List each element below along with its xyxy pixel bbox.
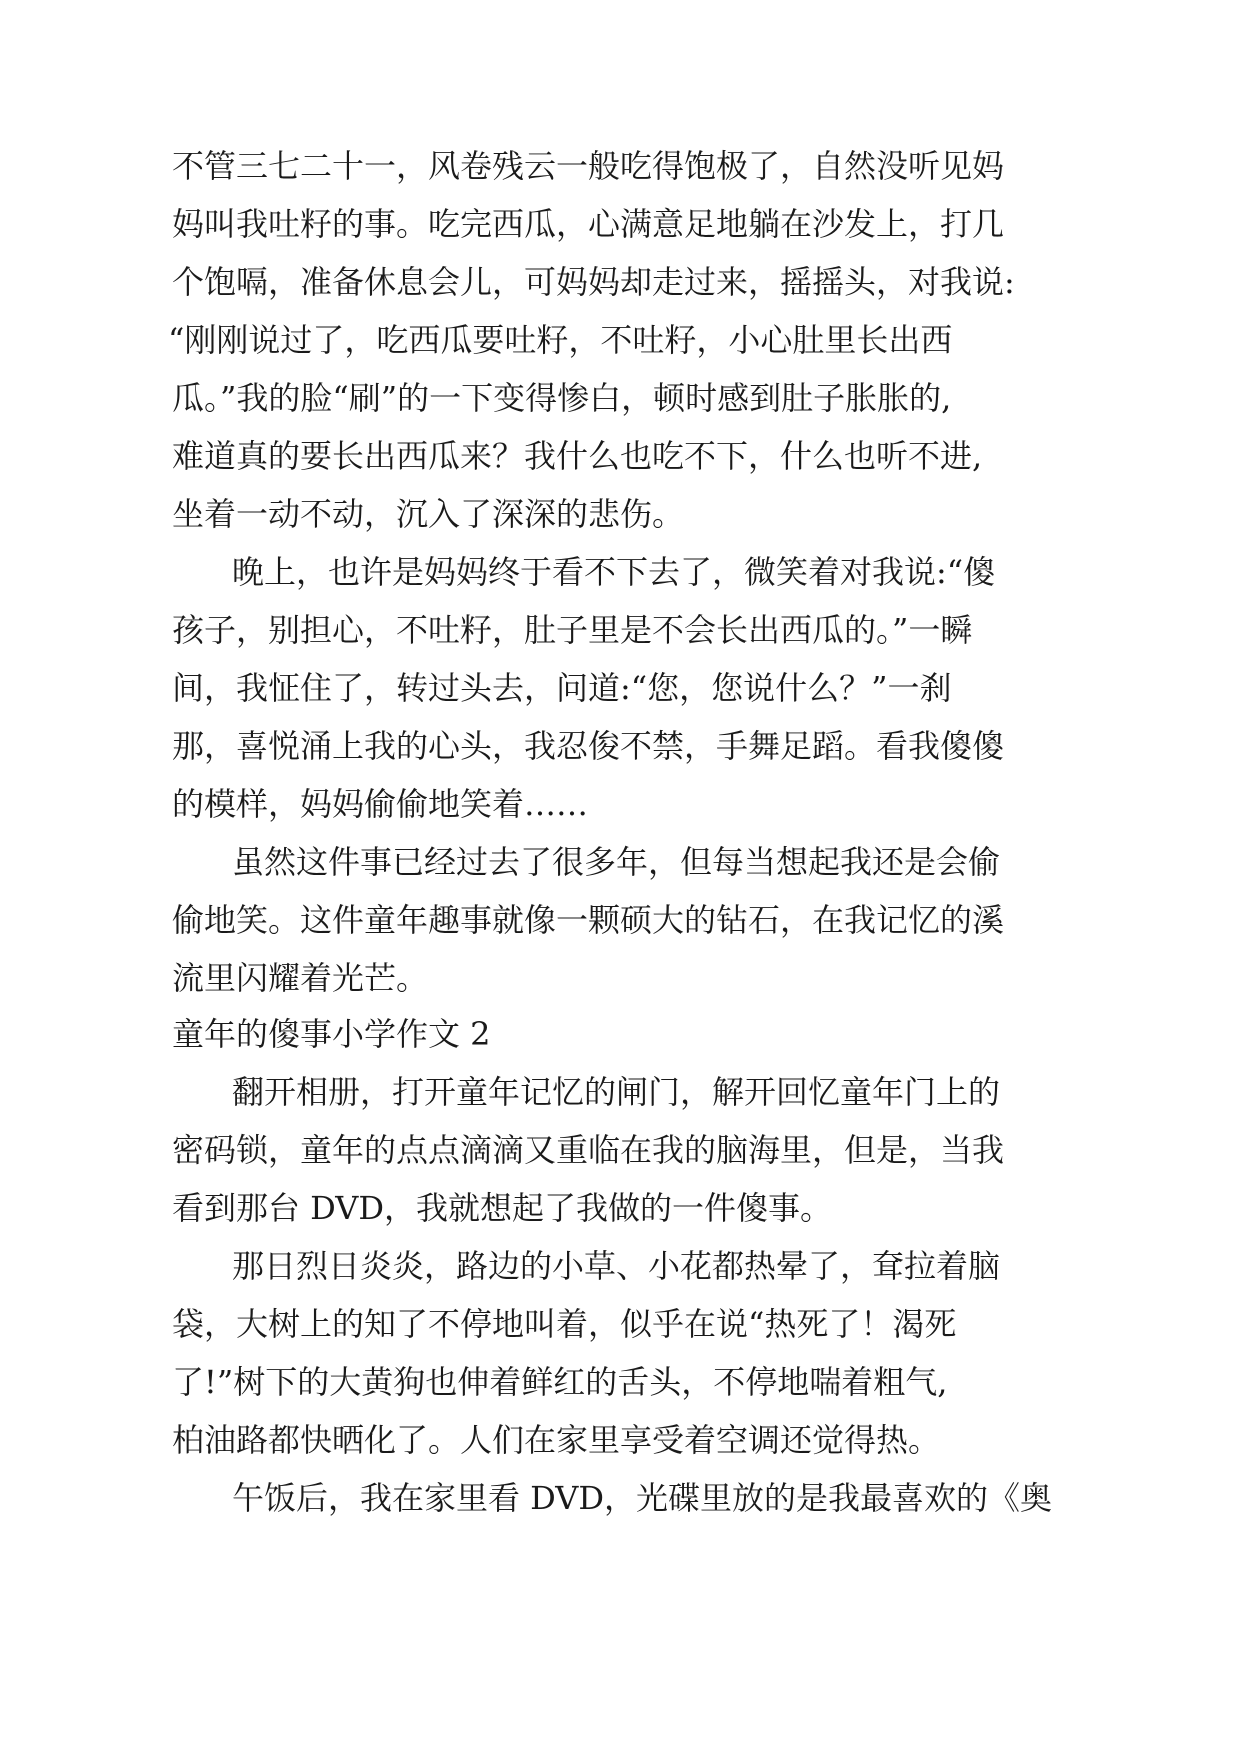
text-line: 那，喜悦涌上我的心头，我忍俊不禁，手舞足蹈。看我傻傻 [172,727,1005,765]
text-line: 难道真的要长出西瓜来？我什么也吃不下，什么也听不进, [172,437,983,475]
text-line: 了!”树下的大黄狗也伸着鲜红的舌头，不停地喘着粗气, [172,1363,948,1401]
section-heading: 童年的傻事小学作文 2 [172,1015,491,1053]
text-line: 柏油路都快晒化了。人们在家里享受着空调还觉得热。 [172,1421,941,1459]
text-line: 密码锁，童年的点点滴滴又重临在我的脑海里，但是，当我 [172,1131,1005,1169]
text-line: 瓜。”我的脸“刷”的一下变得惨白，顿时感到肚子胀胀的, [172,379,952,417]
text-line: 那日烈日炎炎，路边的小草、小花都热晕了，耷拉着脑 [232,1247,1001,1285]
text-line: 晚上，也许是妈妈终于看不下去了，微笑着对我说:“傻 [232,553,996,591]
text-line: 间，我怔住了，转过头去，问道:“您，您说什么？”一刹 [172,669,952,707]
text-line: 流里闪耀着光芒。 [172,959,429,997]
text-line: 虽然这件事已经过去了很多年，但每当想起我还是会偷 [232,843,1001,881]
text-line: 不管三七二十一，风卷残云一般吃得饱极了，自然没听见妈 [172,147,1005,185]
text-line: 袋，大树上的知了不停地叫着，似乎在说“热死了！渴死 [172,1305,957,1343]
text-line: 偷地笑。这件童年趣事就像一颗硕大的钻石，在我记忆的溪 [172,901,1005,939]
text-line: 个饱嗝，准备休息会儿，可妈妈却走过来，摇摇头，对我说: [172,263,1015,301]
text-line: 看到那台 DVD，我就想起了我做的一件傻事。 [172,1189,833,1227]
text-line: 坐着一动不动，沉入了深深的悲伤。 [172,495,685,533]
text-line: “刚刚说过了，吃西瓜要吐籽，不吐籽，小心肚里长出西 [168,321,953,359]
text-line: 的模样，妈妈偷偷地笑着…… [172,785,589,823]
text-line: 午饭后，我在家里看 DVD，光碟里放的是我最喜欢的《奥 [232,1479,1053,1517]
text-line: 妈叫我吐籽的事。吃完西瓜，心满意足地躺在沙发上，打几 [172,205,1005,243]
text-line: 孩子，别担心，不吐籽，肚子里是不会长出西瓜的。”一瞬 [172,611,973,649]
text-line: 翻开相册，打开童年记忆的闸门，解开回忆童年门上的 [232,1073,1001,1111]
